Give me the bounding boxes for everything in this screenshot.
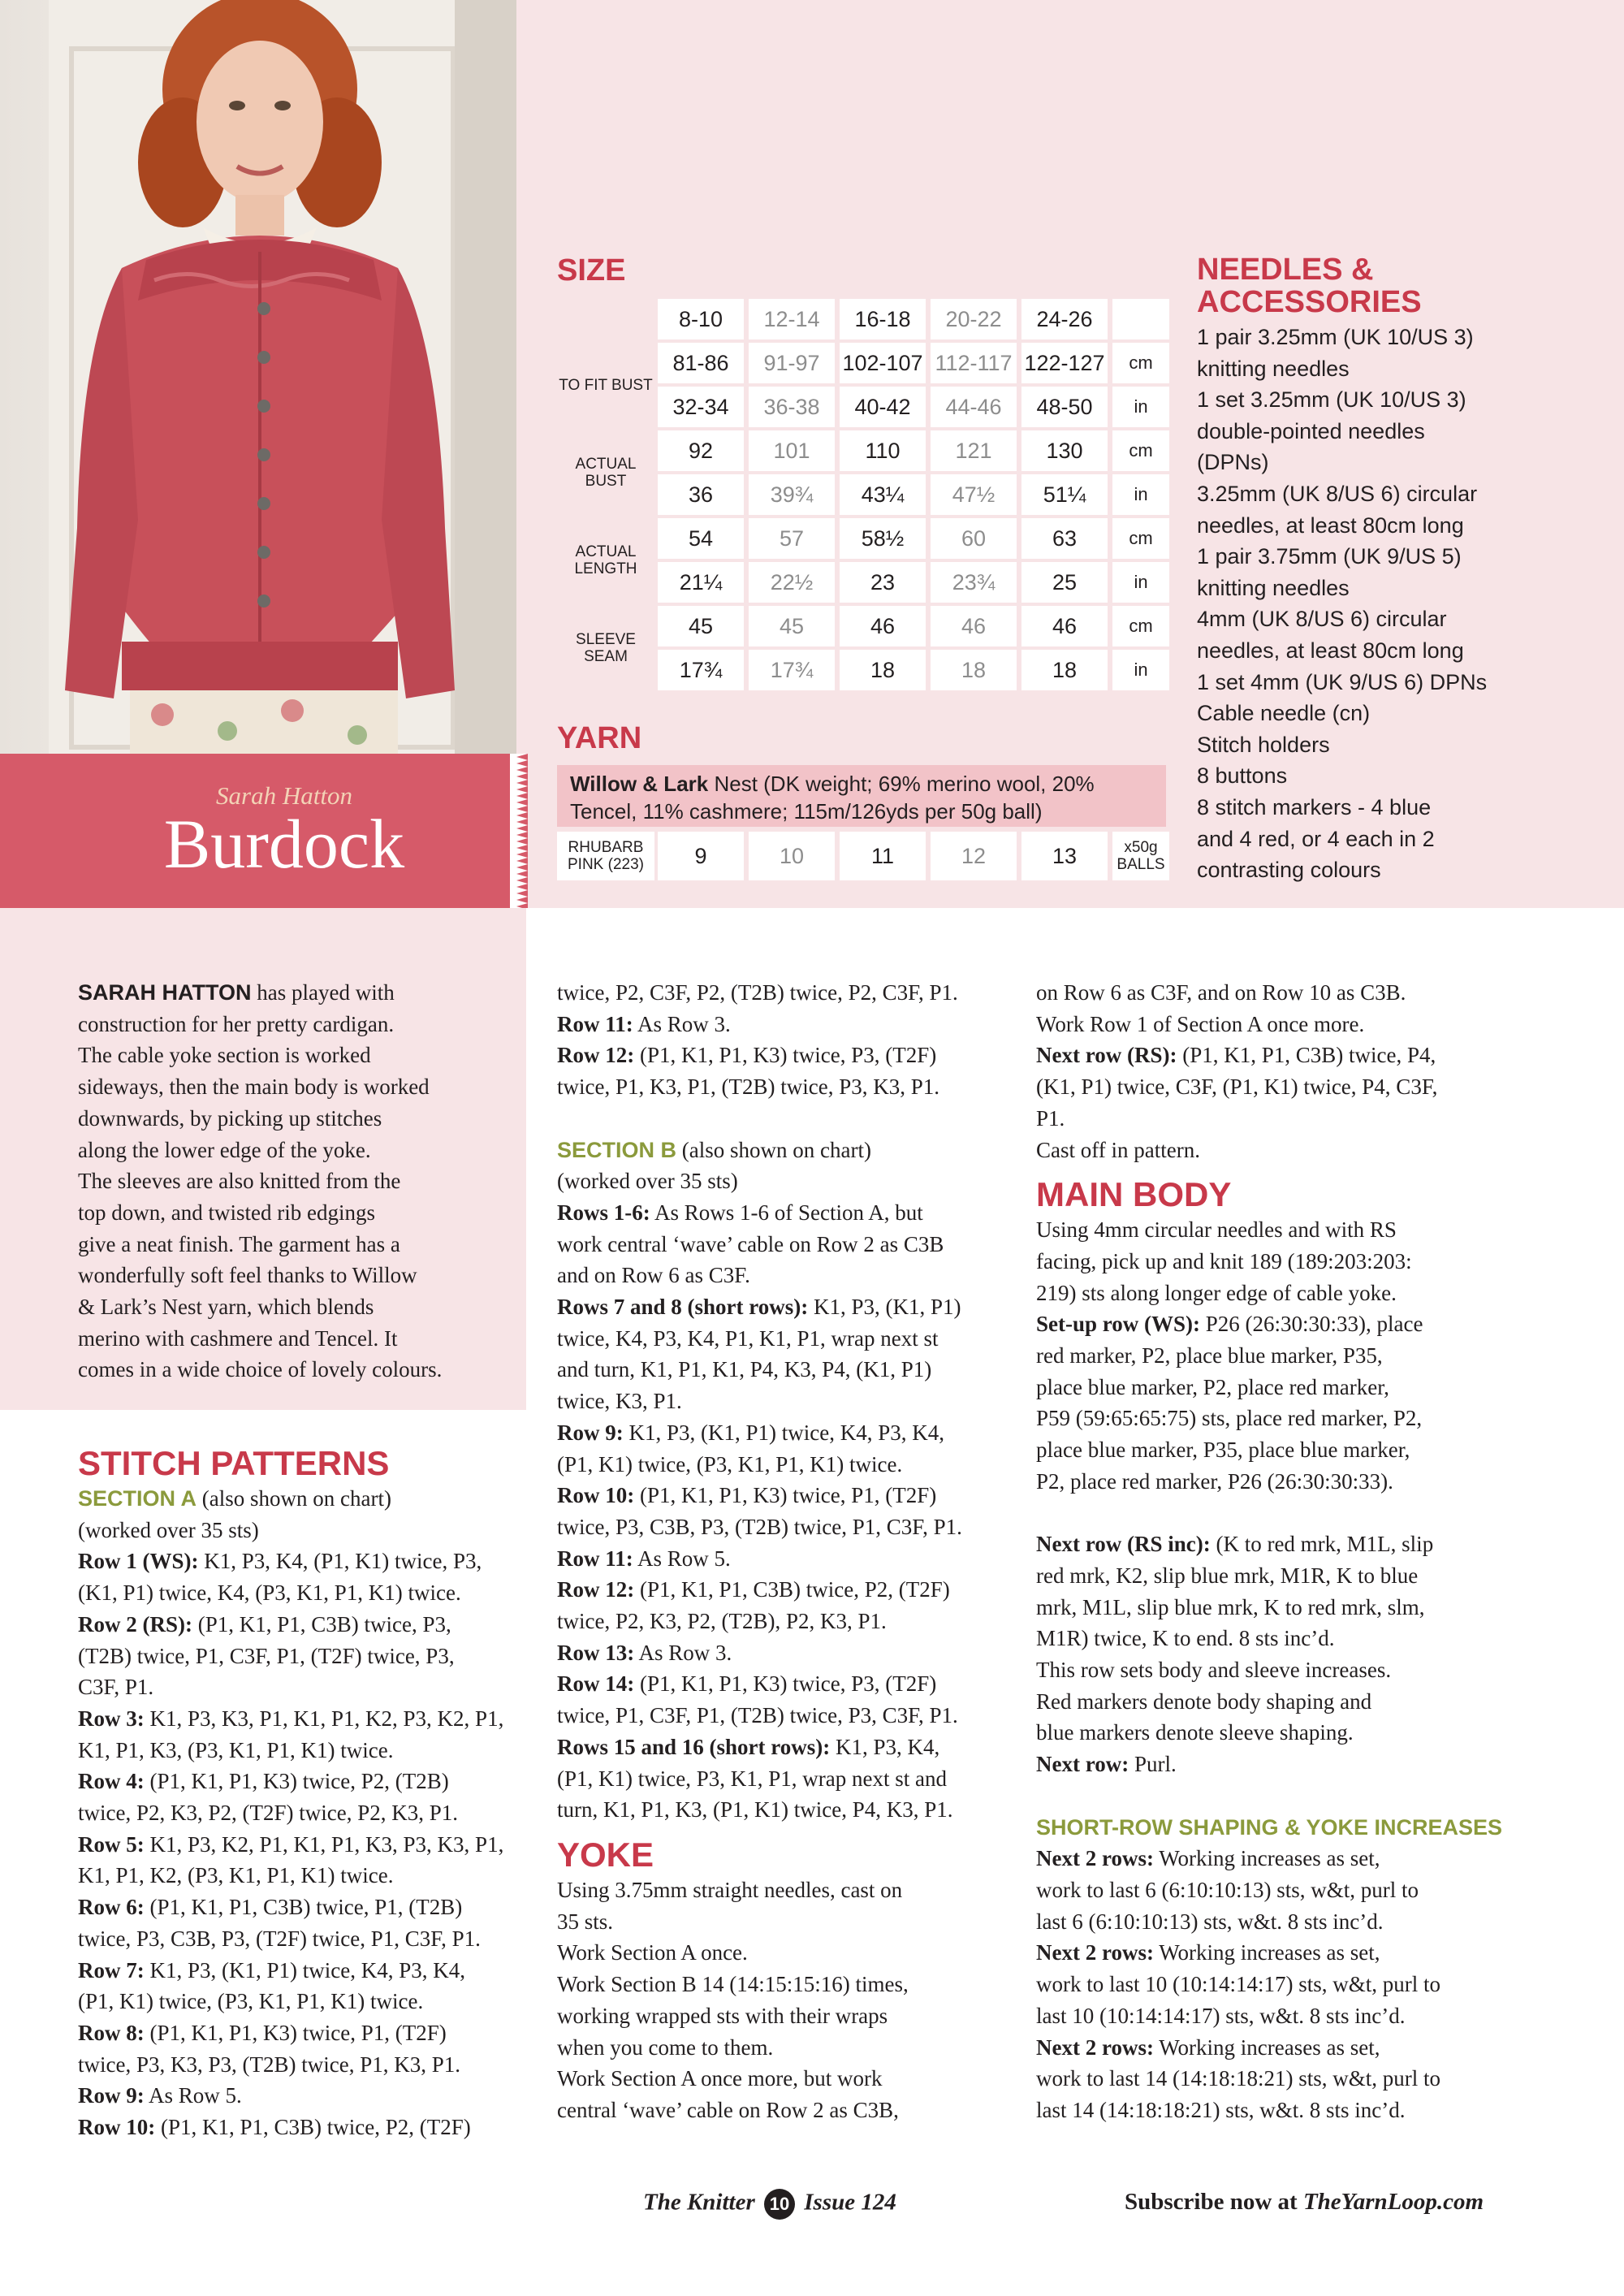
- text-line: Work Section B 14 (14:15:15:16) times,: [557, 1972, 909, 1997]
- text-line: Set-up row (WS): P26 (26:30:30:33), place: [1036, 1312, 1423, 1337]
- text-line: Row 8: (P1, K1, P1, K3) twice, P1, (T2F): [78, 2020, 447, 2045]
- row-label: Next row (RS inc):: [1036, 1532, 1211, 1557]
- issue-number: Issue 124: [804, 2189, 896, 2216]
- subsection-heading: SECTION A (also shown on chart): [78, 1486, 391, 1511]
- size-cell: 48-50: [1021, 387, 1108, 427]
- yarn-desc-line-1: Nest (DK weight; 69% merino wool, 20%: [708, 772, 1095, 796]
- size-unit: in: [1112, 562, 1169, 603]
- size-cell: 17¾: [749, 650, 835, 690]
- text-line: Row 12: (P1, K1, P1, C3B) twice, P2, (T2F): [557, 1577, 950, 1602]
- needles-list: [1197, 322, 1538, 886]
- size-cell: 40-42: [840, 387, 926, 427]
- text-line: Row 6: (P1, K1, P1, C3B) twice, P1, (T2B): [78, 1895, 463, 1920]
- text-line: Row 14: (P1, K1, P1, K3) twice, P3, (T2F): [557, 1671, 937, 1697]
- text-line: last 6 (6:10:10:13) sts, w&t. 8 sts inc’d.: [1036, 1909, 1384, 1934]
- text-line: work to last 10 (10:14:14:17) sts, w&t, purl to: [1036, 1972, 1440, 1997]
- yarn-ball-count: 10: [749, 832, 835, 880]
- subsection-title: SECTION B: [557, 1137, 677, 1162]
- size-cell: 36-38: [749, 387, 835, 427]
- needles-line: Stitch holders: [1197, 732, 1330, 757]
- size-cell: 46: [931, 606, 1017, 646]
- needles-heading: NEEDLES & ACCESSORIES: [1197, 253, 1422, 319]
- size-cell: 43¼: [840, 474, 926, 515]
- footer-subscribe: [1125, 2189, 1484, 2216]
- text-line: Row 7: K1, P3, (K1, P1) twice, K4, P3, K4,: [78, 1957, 465, 1983]
- yarn-heading: YARN: [557, 721, 642, 755]
- blank-line: [1036, 1780, 1502, 1812]
- column-1: [78, 1434, 503, 2143]
- text-line: (P1, K1) twice, P3, K1, P1, wrap next st and: [557, 1766, 947, 1791]
- intro-lead: SARAH HATTON: [78, 980, 252, 1005]
- text-line: twice, P2, K3, P2, (T2F) twice, P2, K3, P1.: [78, 1801, 458, 1826]
- blank-line: [557, 1103, 962, 1135]
- row-label: Row 7:: [78, 1957, 145, 1983]
- needles-line: 3.25mm (UK 8/US 6) circular: [1197, 481, 1478, 506]
- text-line: Using 3.75mm straight needles, cast on: [557, 1877, 903, 1902]
- text-line: on Row 6 as C3F, and on Row 10 as C3B.: [1036, 980, 1406, 1005]
- text-line: Row 9: As Row 5.: [78, 2083, 242, 2108]
- needles-line: Cable needle (cn): [1197, 701, 1371, 726]
- text-line: M1R) twice, K to end. 8 sts inc’d.: [1036, 1626, 1335, 1651]
- text-line: Row 3: K1, P3, K3, P1, K1, P1, K2, P3, K2, P1,: [78, 1706, 504, 1731]
- text-line: Rows 15 and 16 (short rows): K1, P3, K4,: [557, 1734, 940, 1759]
- text-line: twice, P3, C3B, P3, (T2B) twice, P1, C3F, P1.: [557, 1514, 962, 1539]
- row-label: Row 6:: [78, 1895, 145, 1920]
- text-line: Row 13: As Row 3.: [557, 1640, 732, 1665]
- size-unit: [1112, 299, 1169, 339]
- text-line: Next 2 rows: Working increases as set,: [1036, 1940, 1380, 1965]
- size-cell: 101: [749, 430, 835, 471]
- size-group-label: TO FIT BUST: [559, 376, 653, 394]
- size-cell: 39¾: [749, 474, 835, 515]
- text-line: P59 (59:65:65:75) sts, place red marker, P2,: [1036, 1406, 1423, 1431]
- text-line: K1, P1, K2, (P3, K1, P1, K1) twice.: [78, 1863, 394, 1888]
- text-line: Red markers denote body shaping and: [1036, 1688, 1372, 1714]
- size-unit: in: [1112, 387, 1169, 427]
- size-cell: 63: [1021, 518, 1108, 559]
- size-cell: 18: [1021, 650, 1108, 690]
- text-line: (P1, K1) twice, (P3, K1, P1, K1) twice.: [78, 1989, 424, 2014]
- intro-line: The cable yoke section is worked: [78, 1043, 371, 1068]
- size-unit: cm: [1112, 518, 1169, 559]
- cardigan-photo-illustration: [0, 0, 516, 754]
- text-line: place blue marker, P35, place blue marker,: [1036, 1438, 1410, 1463]
- text-line: twice, P3, C3B, P3, (T2F) twice, P1, C3F, P1.: [78, 1926, 481, 1951]
- size-cell: 22½: [749, 562, 835, 603]
- text-line: twice, K4, P3, K4, P1, K1, P1, wrap next st: [557, 1325, 939, 1351]
- needles-line: 8 buttons: [1197, 763, 1288, 789]
- size-heading: SIZE: [557, 253, 626, 288]
- row-label: Row 1 (WS):: [78, 1549, 199, 1574]
- column-2: [557, 977, 962, 2126]
- size-cell: 17¾: [658, 650, 744, 690]
- needles-line: 1 pair 3.75mm (UK 9/US 5): [1197, 544, 1462, 569]
- text-line: This row sets body and sleeve increases.: [1036, 1658, 1392, 1683]
- size-cell: 46: [1021, 606, 1108, 646]
- text-line: mrk, M1L, slip blue mrk, K to red mrk, slm,: [1036, 1594, 1425, 1619]
- text-line: work to last 14 (14:18:18:21) sts, w&t, purl to: [1036, 2066, 1440, 2091]
- row-label: Rows 7 and 8 (short rows):: [557, 1295, 809, 1320]
- text-line: place blue marker, P2, place red marker,: [1036, 1374, 1389, 1399]
- needles-line: double-pointed needles: [1197, 418, 1425, 443]
- size-unit: cm: [1112, 343, 1169, 383]
- magazine-name: The Knitter: [643, 2189, 755, 2216]
- size-cell: 36: [658, 474, 744, 515]
- needles-line: needles, at least 80cm long: [1197, 638, 1464, 663]
- row-label: Row 13:: [557, 1640, 635, 1665]
- size-cell: 122-127: [1021, 343, 1108, 383]
- size-unit: cm: [1112, 606, 1169, 646]
- size-cell: 57: [749, 518, 835, 559]
- text-line: K1, P1, K3, (P3, K1, P1, K1) twice.: [78, 1737, 394, 1762]
- text-line: (T2B) twice, P1, C3F, P1, (T2F) twice, P3,: [78, 1643, 455, 1668]
- size-cell: 130: [1021, 430, 1108, 471]
- text-line: working wrapped sts with their wraps: [557, 2003, 888, 2028]
- row-label: Row 9:: [78, 2083, 145, 2108]
- size-cell: 44-46: [931, 387, 1017, 427]
- needles-line: 1 set 4mm (UK 9/US 6) DPNs: [1197, 669, 1488, 694]
- text-line: Using 4mm circular needles and with RS: [1036, 1217, 1397, 1243]
- subsection-title: SHORT-ROW SHAPING & YOKE INCREASES: [1036, 1814, 1503, 1840]
- row-label: Row 11:: [557, 1011, 633, 1036]
- subsection-heading: SECTION B (also shown on chart): [557, 1137, 871, 1162]
- row-label: Row 9:: [557, 1420, 624, 1445]
- size-cell: 8-10: [658, 299, 744, 339]
- text-line: work to last 6 (6:10:10:13) sts, w&t, purl to: [1036, 1877, 1419, 1902]
- text-line: twice, P1, C3F, P1, (T2B) twice, P3, C3F, P1.: [557, 1703, 958, 1728]
- row-label: Next 2 rows:: [1036, 2034, 1154, 2060]
- size-unit: in: [1112, 650, 1169, 690]
- row-label: Row 12:: [557, 1043, 635, 1068]
- text-line: Work Section A once more, but work: [557, 2066, 883, 2091]
- size-cell: 46: [840, 606, 926, 646]
- size-cell: 25: [1021, 562, 1108, 603]
- size-group-label: SLEEVE SEAM: [576, 631, 636, 665]
- text-line: Rows 1-6: As Rows 1-6 of Section A, but: [557, 1200, 923, 1225]
- intro-line: downwards, by picking up stitches: [78, 1105, 382, 1131]
- size-cell: 51¼: [1021, 474, 1108, 515]
- intro-line: merino with cashmere and Tencel. It: [78, 1325, 398, 1351]
- subscribe-text: Subscribe now at: [1125, 2189, 1303, 2215]
- needles-line: knitting needles: [1197, 575, 1350, 600]
- text-line: red mrk, K2, slip blue mrk, M1R, K to blue: [1036, 1563, 1419, 1588]
- needles-line: (DPNs): [1197, 450, 1269, 475]
- column-3: [1036, 977, 1502, 2126]
- intro-line: give a neat finish. The garment has a: [78, 1231, 400, 1256]
- text-line: Next row: Purl.: [1036, 1752, 1177, 1777]
- text-line: twice, P3, K3, P3, (T2B) twice, P1, K3, P1.: [78, 2052, 460, 2077]
- size-cell: 112-117: [931, 343, 1017, 383]
- size-cell: 32-34: [658, 387, 744, 427]
- text-line: red marker, P2, place blue marker, P35,: [1036, 1343, 1383, 1369]
- text-line: Row 11: As Row 5.: [557, 1546, 731, 1571]
- pattern-title: Burdock: [163, 805, 405, 883]
- size-label-bg: [557, 299, 654, 339]
- text-line: Row 9: K1, P3, (K1, P1) twice, K4, P3, K4,: [557, 1420, 944, 1445]
- needles-line: contrasting colours: [1197, 858, 1381, 883]
- yarn-brand: Willow & Lark: [570, 772, 709, 796]
- size-group-label: ACTUAL LENGTH: [574, 543, 637, 577]
- row-label: Row 11:: [557, 1546, 633, 1571]
- text-line: Work Row 1 of Section A once more.: [1036, 1011, 1365, 1036]
- text-line: Row 5: K1, P3, K2, P1, K1, P1, K3, P3, K3, P1,: [78, 1831, 504, 1857]
- intro-text: [78, 977, 442, 1386]
- size-cell: 54: [658, 518, 744, 559]
- needles-line: 4mm (UK 8/US 6) circular: [1197, 607, 1447, 632]
- text-line: Next 2 rows: Working increases as set,: [1036, 1846, 1380, 1871]
- text-line: 35 sts.: [557, 1909, 614, 1934]
- size-cell: 58½: [840, 518, 926, 559]
- section-heading: MAIN BODY: [1036, 1175, 1232, 1214]
- footer-magazine: [643, 2189, 896, 2220]
- size-cell: 18: [931, 650, 1017, 690]
- needles-line: 8 stitch markers - 4 blue: [1197, 794, 1432, 819]
- intro-line: top down, and twisted rib edgings: [78, 1200, 375, 1225]
- text-line: Row 12: (P1, K1, P1, K3) twice, P3, (T2F): [557, 1043, 937, 1068]
- intro-line: & Lark’s Nest yarn, which blends: [78, 1295, 374, 1320]
- page-number: 10: [764, 2189, 795, 2220]
- text-line: (K1, P1) twice, C3F, (P1, K1) twice, P4, C3F,: [1036, 1074, 1438, 1100]
- row-label: Row 14:: [557, 1671, 635, 1697]
- row-label: Next row:: [1036, 1752, 1129, 1777]
- text-line: when you come to them.: [557, 2034, 774, 2060]
- yarn-desc-line-2: Tencel, 11% cashmere; 115m/126yds per 50g ball): [570, 799, 1043, 824]
- text-line: blue markers denote sleeve shaping.: [1036, 1720, 1354, 1745]
- size-cell: 21¼: [658, 562, 744, 603]
- needles-line: 1 set 3.25mm (UK 10/US 3): [1197, 387, 1466, 413]
- needles-line: knitting needles: [1197, 356, 1350, 381]
- blank-line: [1036, 1498, 1502, 1529]
- size-unit: cm: [1112, 430, 1169, 471]
- needles-line: and 4 red, or 4 each in 2: [1197, 826, 1435, 851]
- needles-line: needles, at least 80cm long: [1197, 512, 1464, 538]
- text-line: work central ‘wave’ cable on Row 2 as C3B: [557, 1231, 944, 1256]
- intro-line: along the lower edge of the yoke.: [78, 1137, 371, 1162]
- text-line: 219) sts along longer edge of cable yoke.: [1036, 1280, 1397, 1305]
- row-label: Row 10:: [78, 2115, 156, 2140]
- intro-line: SARAH HATTON has played with: [78, 980, 395, 1005]
- text-line: Row 10: (P1, K1, P1, C3B) twice, P2, (T2F): [78, 2115, 471, 2140]
- text-line: last 10 (10:14:14:17) sts, w&t. 8 sts inc’d.: [1036, 2003, 1406, 2028]
- text-line: Row 10: (P1, K1, P1, K3) twice, P1, (T2F): [557, 1483, 937, 1508]
- size-cell: 81-86: [658, 343, 744, 383]
- size-group-label: ACTUAL BUST: [575, 456, 637, 490]
- yarn-ball-count: 13: [1021, 832, 1108, 880]
- text-line: Cast off in pattern.: [1036, 1137, 1200, 1162]
- text-line: last 14 (14:18:18:21) sts, w&t. 8 sts inc’d.: [1036, 2097, 1406, 2122]
- text-line: P1.: [1036, 1105, 1065, 1131]
- text-line: turn, K1, P1, K3, (P1, K1) twice, P4, K3, P1.: [557, 1797, 953, 1823]
- text-line: Row 2 (RS): (P1, K1, P1, C3B) twice, P3,: [78, 1611, 451, 1637]
- needles-line: 1 pair 3.25mm (UK 10/US 3): [1197, 325, 1474, 349]
- intro-line: construction for her pretty cardigan.: [78, 1011, 395, 1036]
- size-cell: 102-107: [840, 343, 926, 383]
- text-line: C3F, P1.: [78, 1675, 154, 1700]
- subsection-title: SECTION A: [78, 1486, 197, 1511]
- text-line: (worked over 35 sts): [78, 1517, 259, 1542]
- text-line: twice, K3, P1.: [557, 1389, 682, 1414]
- size-cell: 121: [931, 430, 1017, 471]
- row-label: Next row (RS):: [1036, 1043, 1177, 1068]
- yarn-ball-count: 12: [931, 832, 1017, 880]
- row-label: Set-up row (WS):: [1036, 1312, 1200, 1337]
- model-photo: [0, 0, 516, 754]
- size-cell: 45: [658, 606, 744, 646]
- text-line: (K1, P1) twice, K4, (P3, K1, P1, K1) twice.: [78, 1580, 461, 1606]
- intro-line: sideways, then the main body is worked: [78, 1074, 430, 1100]
- row-label: Rows 1-6:: [557, 1200, 650, 1225]
- text-line: Row 1 (WS): K1, P3, K4, (P1, K1) twice, P3,: [78, 1549, 482, 1574]
- size-cell: 18: [840, 650, 926, 690]
- text-line: Next row (RS): (P1, K1, P1, C3B) twice, P4,: [1036, 1043, 1436, 1068]
- text-line: facing, pick up and knit 189 (189:203:203:: [1036, 1248, 1412, 1273]
- size-cell: 47½: [931, 474, 1017, 515]
- text-line: central ‘wave’ cable on Row 2 as C3B,: [557, 2097, 899, 2122]
- size-cell: 12-14: [749, 299, 835, 339]
- text-line: Next row (RS inc): (K to red mrk, M1L, slip: [1036, 1532, 1434, 1557]
- row-label: Row 5:: [78, 1831, 145, 1857]
- text-line: (worked over 35 sts): [557, 1169, 738, 1194]
- size-unit: in: [1112, 474, 1169, 515]
- text-line: Work Section A once.: [557, 1940, 748, 1965]
- row-label: Row 10:: [557, 1483, 635, 1508]
- text-line: twice, P2, C3F, P2, (T2B) twice, P2, C3F, P1.: [557, 980, 958, 1005]
- text-line: twice, P1, K3, P1, (T2B) twice, P3, K3, P1.: [557, 1074, 939, 1100]
- row-label: Next 2 rows:: [1036, 1940, 1154, 1965]
- yarn-description: [557, 765, 1166, 827]
- text-line: Row 11: As Row 3.: [557, 1011, 731, 1036]
- size-cell: 92: [658, 430, 744, 471]
- size-cell: 23¾: [931, 562, 1017, 603]
- text-line: P2, place red marker, P26 (26:30:30:33).: [1036, 1468, 1393, 1494]
- yarn-ball-count: 9: [658, 832, 744, 880]
- subsection-heading: [1036, 1812, 1502, 1844]
- text-line: and turn, K1, P1, K1, P4, K3, P4, (K1, P1): [557, 1357, 932, 1382]
- section-heading: YOKE: [557, 1835, 654, 1874]
- row-label: Next 2 rows:: [1036, 1846, 1154, 1871]
- size-cell: 45: [749, 606, 835, 646]
- size-cell: 60: [931, 518, 1017, 559]
- yarn-colour-label: RHUBARB PINK (223): [557, 832, 654, 880]
- section-heading: STITCH PATTERNS: [78, 1444, 390, 1482]
- size-cell: 91-97: [749, 343, 835, 383]
- intro-line: comes in a wide choice of lovely colours.: [78, 1357, 443, 1382]
- subscribe-link[interactable]: TheYarnLoop.com: [1302, 2189, 1484, 2215]
- text-line: Next 2 rows: Working increases as set,: [1036, 2034, 1380, 2060]
- row-label: Row 3:: [78, 1706, 145, 1731]
- intro-line: wonderfully soft feel thanks to Willow: [78, 1263, 417, 1288]
- row-label: Row 2 (RS):: [78, 1611, 192, 1637]
- row-label: Row 4:: [78, 1769, 145, 1794]
- yarn-ball-unit: x50g BALLS: [1112, 832, 1169, 880]
- size-cell: 16-18: [840, 299, 926, 339]
- row-label: Row 12:: [557, 1577, 635, 1602]
- text-line: and on Row 6 as C3F.: [557, 1263, 750, 1288]
- size-cell: 110: [840, 430, 926, 471]
- row-label: Rows 15 and 16 (short rows):: [557, 1734, 831, 1759]
- text-line: (P1, K1) twice, (P3, K1, P1, K1) twice.: [557, 1451, 903, 1477]
- size-cell: 24-26: [1021, 299, 1108, 339]
- size-cell: 23: [840, 562, 926, 603]
- designer-name: Sarah Hatton: [216, 781, 352, 810]
- text-line: Row 4: (P1, K1, P1, K3) twice, P2, (T2B): [78, 1769, 449, 1794]
- intro-line: The sleeves are also knitted from the: [78, 1169, 401, 1194]
- size-cell: 20-22: [931, 299, 1017, 339]
- row-label: Row 8:: [78, 2020, 145, 2045]
- text-line: twice, P2, K3, P2, (T2B), P2, K3, P1.: [557, 1609, 887, 1634]
- yarn-ball-count: 11: [840, 832, 926, 880]
- text-line: Rows 7 and 8 (short rows): K1, P3, (K1, P1): [557, 1295, 961, 1320]
